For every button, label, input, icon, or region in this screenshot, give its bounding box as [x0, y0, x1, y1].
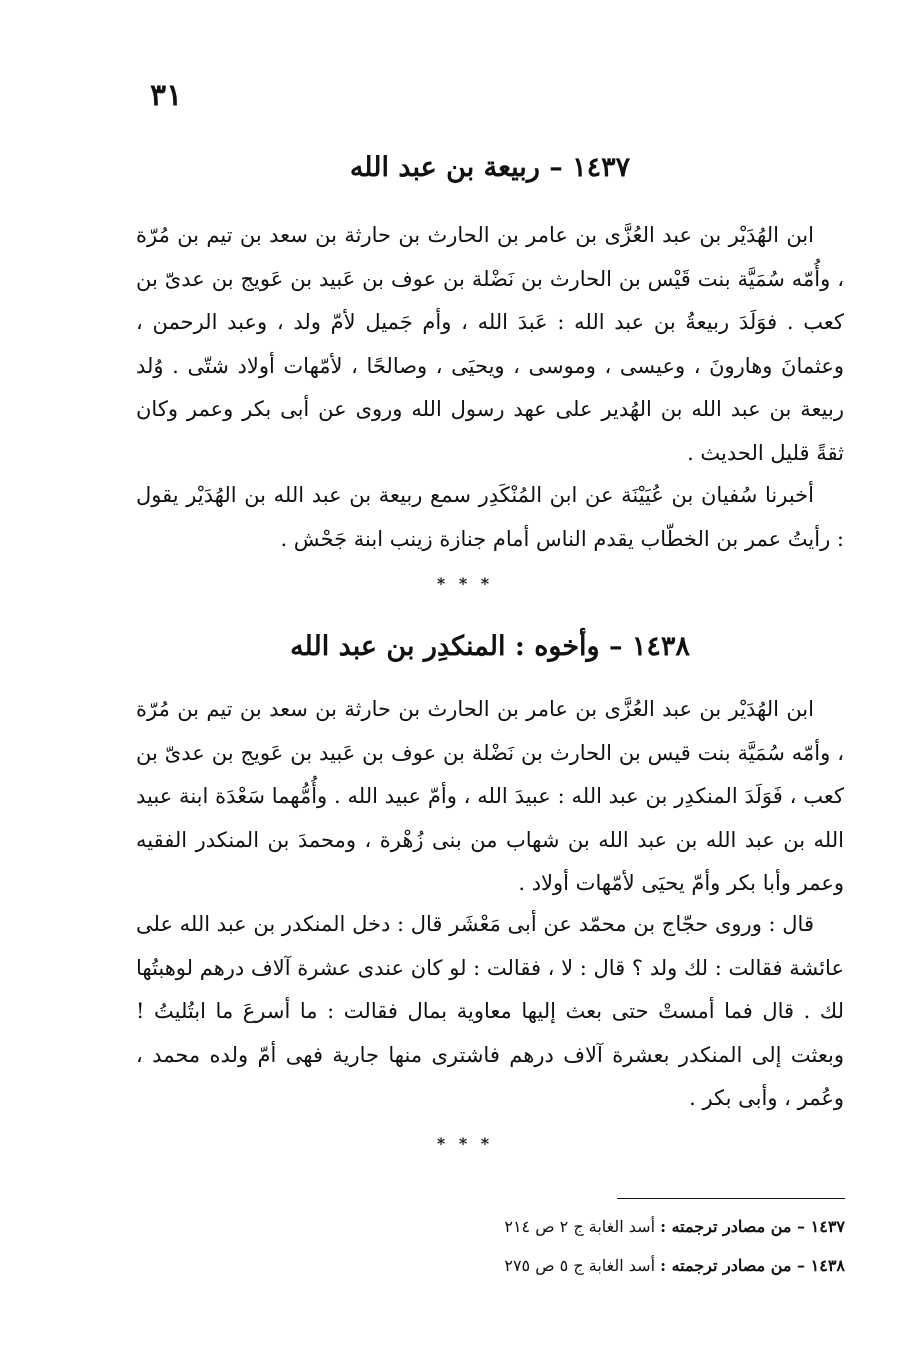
section-separator: * * * [436, 574, 494, 593]
paragraph-text: ابن الهُدَيْر بن عبد العُزَّى بن عامر بن الحارث بن حارثة بن سعد بن تيم بن مُرّة ، وأمّه سُمَيَّة بنت قيس بن الحارث بن نَضْلة بن عوف بن عَبيد بن عَويج بن عدىّ بن كعب ، فَوَلَدَ المنكدِر بن عبد الله : عبيدَ الله ، وأمّ عبيد الله . وأُمُّهما سَعْدَة ابنة عبيد الله بن عبد الله بن عبد الله بن شهاب من بنى زُهْرة ، ومحمدَ بن المنكدر الفقيه وعمر وأبا بكر وأمّ يحيَى لأمّهات أولاد . [136, 697, 844, 895]
section-1438-paragraph-2 [136, 903, 844, 1121]
paragraph-text: ابن الهُدَيْر بن عبد العُزَّى بن عامر بن الحارث بن حارثة بن سعد بن تيم بن مُرّة ، وأُمّه سُمَيَّة بنت قَيْس بن الحارث بن نَضْلة بن عوف بن عَبيد بن عَويج بن عدىّ بن كعب . فوَلَدَ ربيعةُ بن عبد الله : عَبدَ الله ، وأم جَميل لأمّ ولد ، وعبد الرحمن ، وعثمانَ وهارونَ ، وعيسى ، وموسى ، ويحيَى ، وصالحًا ، لأمّهات أولاد شتّى . وُلد ربيعة بن عبد الله بن الهُدير على عهد رسول الله وروى عن أبى بكر وعمر وكان ثقةً قليل الحديث . [136, 223, 844, 465]
section-1437-paragraph-2 [136, 474, 844, 561]
page-number: ٣١ [150, 78, 183, 113]
footnote-text: أسد الغابة ج ٢ ص ٢١٤ [504, 1217, 656, 1236]
section-heading-1438: ١٤٣٨ – وأخوه : المنكدِر بن عبد الله [290, 631, 690, 662]
paragraph-text: أخبرنا سُفيان بن عُيَيْنَة عن ابن المُنْكَدِر سمع ربيعة بن عبد الله بن الهُدَيْر يقول : رأيتُ عمر بن الخطّاب يقدم الناس أمام جنازة زينب ابنة جَحْش . [136, 483, 844, 551]
footnote-1437 [300, 1214, 845, 1240]
footnote-1438 [300, 1253, 845, 1279]
paragraph-text: قال : وروى حجّاج بن محمّد عن أبى مَعْشَر قال : دخل المنكدر بن عبد الله على عائشة فقالت : لك ولد ؟ قال : لا ، فقالت : لو كان عندى عشرة آلاف درهم لوهبتُها لك . قال فما أمستْ حتى بعث إليها معاوية بمال فقالت : ما أسرعَ ما ابتُليتُ ! وبعثت إلى المنكدر بعشرة آلاف درهم فاشترى منها جارية فهى أمّ ولده محمد ، وعُمر ، وأبى بكر . [135, 912, 844, 1110]
section-1437-paragraph-1 [136, 214, 844, 475]
footnote-label: ١٤٣٨ – من مصادر ترجمته : [660, 1256, 845, 1275]
section-separator: * * * [436, 1134, 494, 1153]
section-heading-1437: ١٤٣٧ – ربيعة بن عبد الله [349, 152, 631, 183]
footnote-text: أسد الغابة ج ٥ ص ٢٧٥ [504, 1256, 656, 1275]
footnote-divider [617, 1198, 845, 1199]
section-1438-paragraph-1 [136, 688, 844, 906]
footnote-label: ١٤٣٧ – من مصادر ترجمته : [660, 1217, 845, 1236]
